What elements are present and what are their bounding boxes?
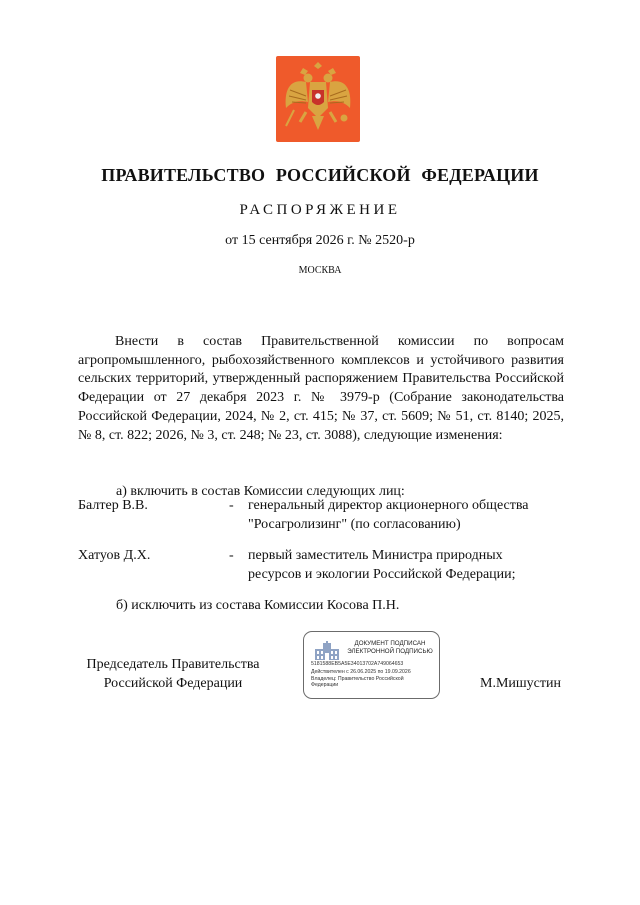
member-role-line: генеральный директор акционерного общества: [248, 498, 529, 513]
stamp-owner: Владелец: Правительство Российской: [311, 676, 404, 682]
member-role: [248, 547, 568, 584]
stamp-heading: [344, 640, 436, 655]
stamp-serial: 5181588EB5A5E34013702A749064653: [311, 661, 404, 667]
coat-of-arms-icon: [276, 56, 360, 142]
signer-title-line: Российской Федерации: [103, 675, 243, 691]
member-name: Балтер В.В.: [78, 498, 148, 513]
paragraph-text: Внести в состав Правительственной комиссии по вопросам агропромышленного, рыбохозяйственного комплексов и устойчивого развития сельских территорий, утвержденный распоряжением Правительства Российской Федерации от 27 декабря 2023 г. № 3979-р (Собрание законодательства Российской Федерации, 2024, № 2, ст. 415; № 37, ст. 5609; № 51, ст. 8140; 2025, № 8, ст. 822; 2026, № 3, ст. 248; № 23, ст. 3088), следующие изменения:: [78, 334, 564, 443]
member-role: [248, 497, 568, 534]
stamp-validity: Действителен с 26.06.2025 по 19.09.2026: [311, 669, 411, 675]
point-a: а) включить в состав Комиссии следующих лиц:: [116, 484, 405, 499]
member-role-line: первый заместитель Министра природных: [248, 548, 503, 563]
signer-name: М.Мишустин: [480, 676, 561, 691]
member-role-line: "Росагролизинг" (по согласованию): [248, 516, 461, 532]
government-building-icon: [314, 641, 340, 661]
member-role-line: ресурсов и экологии Российской Федерации;: [248, 566, 516, 582]
stamp-heading-line: ЭЛЕКТРОННОЙ ПОДПИСЬЮ: [347, 647, 433, 655]
member-dash: -: [229, 498, 234, 513]
signer-title: [78, 656, 268, 693]
point-b: б) исключить из состава Комиссии Косова П.Н.: [116, 598, 400, 613]
government-title: ПРАВИТЕЛЬСТВО РОССИЙСКОЙ ФЕДЕРАЦИИ: [101, 165, 539, 185]
electronic-signature-stamp: [303, 631, 440, 699]
signer-title-line: Председатель Правительства: [86, 657, 260, 672]
coat-of-arms-emblem: [276, 56, 360, 142]
member-dash: -: [229, 548, 234, 563]
document-city: МОСКВА: [298, 265, 342, 276]
document-date-number: от 15 сентября 2026 г. № 2520-р: [225, 233, 415, 248]
stamp-owner: Федерации: [311, 682, 339, 688]
stamp-heading-line: ДОКУМЕНТ ПОДПИСАН: [354, 640, 426, 647]
document-type: РАСПОРЯЖЕНИЕ: [239, 202, 401, 218]
main-paragraph: [78, 333, 564, 445]
member-name: Хатуов Д.Х.: [78, 548, 151, 563]
